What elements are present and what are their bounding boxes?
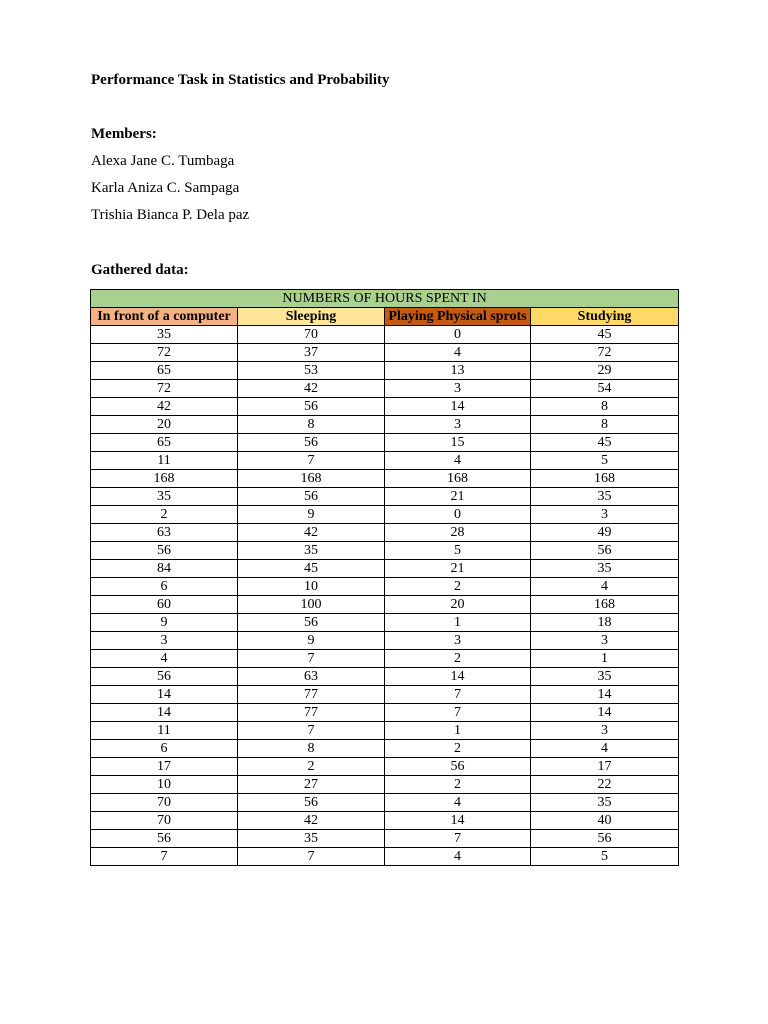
table-cell: 168 [531, 596, 679, 614]
table-cell: 27 [238, 776, 385, 794]
table-row [91, 506, 679, 524]
table-cell: 56 [238, 398, 385, 416]
member-name: Trishia Bianca P. Dela paz [91, 207, 250, 223]
table-cell: 14 [91, 704, 238, 722]
table-cell: 14 [385, 812, 531, 830]
table-cell: 56 [91, 830, 238, 848]
table-cell: 168 [238, 470, 385, 488]
table-cell: 9 [238, 506, 385, 524]
table-cell: 18 [531, 614, 679, 632]
table-cell: 7 [385, 686, 531, 704]
table-row [91, 704, 679, 722]
table-cell: 7 [238, 722, 385, 740]
table-cell: 35 [91, 326, 238, 344]
table-cell: 7 [238, 650, 385, 668]
table-row [91, 524, 679, 542]
table-cell: 37 [238, 344, 385, 362]
table-cell: 60 [91, 596, 238, 614]
table-row [91, 326, 679, 344]
table-row [91, 632, 679, 650]
table-row [91, 596, 679, 614]
hours-data-table [90, 289, 679, 866]
table-cell: 70 [91, 812, 238, 830]
table-row [91, 380, 679, 398]
table-row [91, 398, 679, 416]
table-cell: 77 [238, 686, 385, 704]
table-cell: 100 [238, 596, 385, 614]
table-cell: 1 [531, 650, 679, 668]
column-header-studying: Studying [531, 308, 679, 326]
table-cell: 63 [91, 524, 238, 542]
table-cell: 29 [531, 362, 679, 380]
table-cell: 17 [531, 758, 679, 776]
table-cell: 56 [238, 794, 385, 812]
table-cell: 4 [91, 650, 238, 668]
table-cell: 3 [531, 506, 679, 524]
table-cell: 56 [91, 542, 238, 560]
table-cell: 17 [91, 758, 238, 776]
table-cell: 168 [91, 470, 238, 488]
table-cell: 35 [238, 542, 385, 560]
table-cell: 2 [238, 758, 385, 776]
table-cell: 168 [385, 470, 531, 488]
column-header-computer: In front of a computer [91, 308, 238, 326]
gathered-data-label: Gathered data: [91, 262, 189, 278]
table-cell: 65 [91, 362, 238, 380]
table-cell: 70 [238, 326, 385, 344]
table-cell: 1 [385, 614, 531, 632]
table-cell: 21 [385, 488, 531, 506]
table-cell: 14 [385, 668, 531, 686]
table-cell: 56 [91, 668, 238, 686]
table-cell: 9 [238, 632, 385, 650]
table-banner-row [91, 290, 679, 308]
table-row [91, 578, 679, 596]
table-cell: 1 [385, 722, 531, 740]
table-cell: 49 [531, 524, 679, 542]
table-cell: 2 [385, 650, 531, 668]
table-cell: 3 [91, 632, 238, 650]
table-row [91, 848, 679, 866]
document-title: Performance Task in Statistics and Probability [91, 72, 390, 88]
table-cell: 5 [531, 452, 679, 470]
table-cell: 35 [238, 830, 385, 848]
table-row [91, 434, 679, 452]
table-header-row [91, 308, 679, 326]
table-cell: 7 [385, 830, 531, 848]
table-cell: 56 [238, 614, 385, 632]
table-cell: 0 [385, 326, 531, 344]
table-cell: 4 [385, 344, 531, 362]
table-row [91, 812, 679, 830]
table-cell: 53 [238, 362, 385, 380]
table-row [91, 740, 679, 758]
table-cell: 3 [385, 380, 531, 398]
table-cell: 40 [531, 812, 679, 830]
table-cell: 45 [531, 326, 679, 344]
table-cell: 35 [531, 560, 679, 578]
table-cell: 4 [385, 794, 531, 812]
table-cell: 15 [385, 434, 531, 452]
table-cell: 56 [238, 488, 385, 506]
table-cell: 3 [531, 632, 679, 650]
table-cell: 42 [238, 380, 385, 398]
members-label: Members: [91, 126, 157, 142]
table-cell: 22 [531, 776, 679, 794]
column-header-sleeping: Sleeping [238, 308, 385, 326]
table-cell: 4 [385, 848, 531, 866]
table-cell: 8 [531, 416, 679, 434]
member-name: Alexa Jane C. Tumbaga [91, 153, 235, 169]
table-cell: 14 [531, 704, 679, 722]
table-cell: 2 [385, 740, 531, 758]
table-row [91, 686, 679, 704]
table-cell: 21 [385, 560, 531, 578]
table-row [91, 452, 679, 470]
table-row [91, 344, 679, 362]
table-cell: 65 [91, 434, 238, 452]
table-cell: 70 [91, 794, 238, 812]
table-cell: 10 [91, 776, 238, 794]
table-cell: 3 [385, 632, 531, 650]
table-cell: 56 [238, 434, 385, 452]
table-cell: 56 [385, 758, 531, 776]
table-row [91, 758, 679, 776]
table-cell: 2 [91, 506, 238, 524]
table-cell: 45 [238, 560, 385, 578]
table-cell: 20 [91, 416, 238, 434]
table-cell: 8 [238, 416, 385, 434]
table-row [91, 722, 679, 740]
table-cell: 72 [91, 344, 238, 362]
table-row [91, 542, 679, 560]
table-cell: 72 [91, 380, 238, 398]
table-cell: 13 [385, 362, 531, 380]
table-cell: 10 [238, 578, 385, 596]
table-cell: 7 [238, 452, 385, 470]
table-row [91, 830, 679, 848]
table-cell: 63 [238, 668, 385, 686]
table-cell: 8 [238, 740, 385, 758]
table-cell: 5 [385, 542, 531, 560]
table-cell: 72 [531, 344, 679, 362]
column-header-physical: Playing Physical sprots [385, 308, 531, 326]
table-cell: 11 [91, 722, 238, 740]
table-cell: 5 [531, 848, 679, 866]
table-cell: 35 [531, 488, 679, 506]
table-cell: 42 [238, 524, 385, 542]
member-name: Karla Aniza C. Sampaga [91, 180, 240, 196]
table-cell: 3 [531, 722, 679, 740]
table-cell: 45 [531, 434, 679, 452]
table-cell: 7 [238, 848, 385, 866]
table-cell: 2 [385, 578, 531, 596]
table-cell: 42 [91, 398, 238, 416]
table-cell: 56 [531, 830, 679, 848]
table-cell: 4 [385, 452, 531, 470]
table-cell: 2 [385, 776, 531, 794]
table-cell: 28 [385, 524, 531, 542]
table-row [91, 470, 679, 488]
table-row [91, 614, 679, 632]
table-cell: 77 [238, 704, 385, 722]
table-row [91, 776, 679, 794]
table-cell: 20 [385, 596, 531, 614]
table-cell: 0 [385, 506, 531, 524]
table-cell: 6 [91, 578, 238, 596]
table-cell: 56 [531, 542, 679, 560]
table-cell: 35 [91, 488, 238, 506]
table-row [91, 668, 679, 686]
table-cell: 14 [531, 686, 679, 704]
table-cell: 14 [91, 686, 238, 704]
table-row [91, 488, 679, 506]
table-cell: 7 [385, 704, 531, 722]
table-cell: 84 [91, 560, 238, 578]
table-cell: 4 [531, 578, 679, 596]
table-cell: 3 [385, 416, 531, 434]
table-cell: 35 [531, 794, 679, 812]
table-cell: 54 [531, 380, 679, 398]
table-row [91, 560, 679, 578]
table-cell: 168 [531, 470, 679, 488]
table-banner: NUMBERS OF HOURS SPENT IN [91, 290, 679, 308]
table-cell: 8 [531, 398, 679, 416]
table-cell: 14 [385, 398, 531, 416]
table-row [91, 416, 679, 434]
table-cell: 7 [91, 848, 238, 866]
table-cell: 4 [531, 740, 679, 758]
table-body [91, 326, 679, 866]
table-row [91, 650, 679, 668]
table-cell: 9 [91, 614, 238, 632]
table-row [91, 794, 679, 812]
table-cell: 6 [91, 740, 238, 758]
table-row [91, 362, 679, 380]
table-cell: 42 [238, 812, 385, 830]
table-cell: 11 [91, 452, 238, 470]
table-cell: 35 [531, 668, 679, 686]
